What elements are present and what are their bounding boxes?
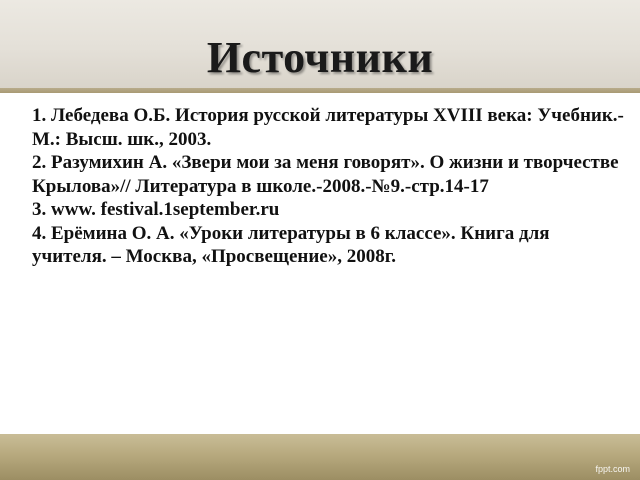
source-item-1: 1. Лебедева О.Б. История русской литературы XVIII века: Учебник.- М.: Высш. шк., 2003. (32, 105, 624, 150)
slide-title: Источники (206, 33, 434, 82)
watermark: fppt.com (595, 464, 630, 474)
footer-band (0, 434, 640, 480)
source-item-4: 4. Ерёмина О. А. «Уроки литературы в 6 классе». Книга для учителя. – Москва, «Просвещение», 2008г. (32, 222, 550, 267)
header-divider (0, 88, 640, 93)
sources-list (32, 104, 628, 269)
source-item-2: 2. Разумихин А. «Звери мои за меня говорят». О жизни и творчестве Крылова»// Литература в школе.-2008.-№9.-стр.14-17 (32, 152, 619, 197)
source-item-3: 3. www. festival.1september.ru (32, 199, 280, 220)
